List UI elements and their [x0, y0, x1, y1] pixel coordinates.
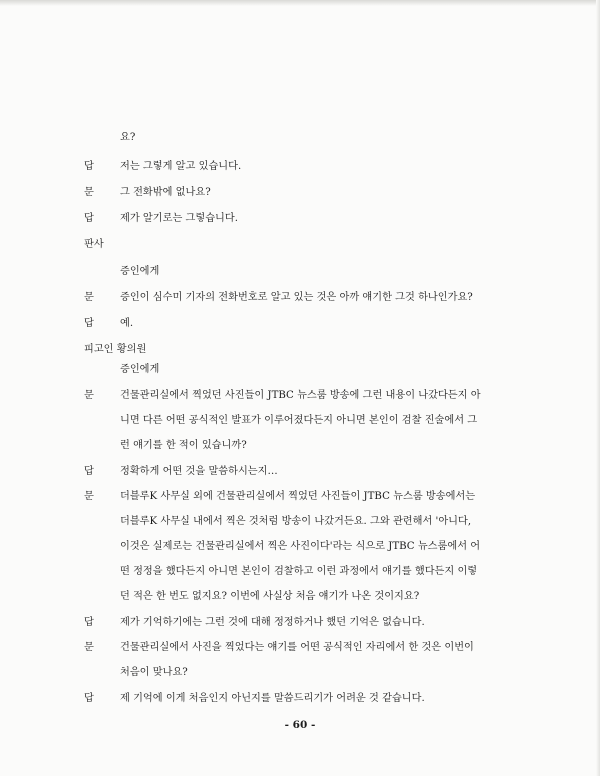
speaker-label: 답: [84, 213, 94, 224]
line-text: 예.: [120, 318, 134, 329]
speaker-label: 피고인 황의원: [84, 344, 147, 355]
line-text: 저는 그렇게 알고 있습니다.: [120, 161, 242, 172]
speaker-label: 답: [84, 318, 94, 329]
line-text: 런 얘기를 한 적이 있습니까?: [120, 440, 247, 451]
line-text: 던 적은 한 번도 없지요? 이번에 사실상 처음 얘기가 나온 것이지요?: [120, 591, 420, 602]
page-number: - 60 -: [284, 719, 316, 731]
line-text: 떤 정정을 했다든지 아니면 본인이 검찰하고 이런 과정에서 얘기를 했다든지 이렇: [120, 566, 478, 577]
line-text: 요?: [120, 132, 136, 143]
line-text: 제 기억에 이게 처음인지 아닌지를 말씀드리기가 어려운 것 같습니다.: [120, 693, 425, 704]
speaker-label: 답: [84, 161, 94, 172]
line-text: 정확하게 어떤 것을 말씀하시는지…: [120, 466, 278, 477]
line-text: 이것은 실제로는 건물관리실에서 찍은 사진이다'라는 식으로 JTBC 뉴스룸에서 어: [120, 541, 481, 552]
line-text: 제가 기억하기에는 그런 것에 대해 정정하거나 했던 기억은 없습니다.: [120, 617, 425, 628]
scan-shadow-right: [596, 0, 600, 776]
speaker-label: 문: [84, 292, 94, 303]
line-text: 증인에게: [120, 266, 160, 277]
speaker-label: 문: [84, 390, 94, 401]
speaker-label: 답: [84, 617, 94, 628]
speaker-label: 문: [84, 642, 94, 653]
line-text: 더블루K 사무실 내에서 찍은 것처럼 방송이 나갔거든요. 그와 관련해서 '아니다,: [120, 516, 472, 527]
line-text: 제가 알기로는 그렇습니다.: [120, 213, 238, 224]
line-text: 증인에게: [120, 364, 160, 375]
line-text: 더블루K 사무실 외에 건물관리실에서 찍었던 사진들이 JTBC 뉴스룸 방송에서는: [120, 491, 476, 502]
speaker-label: 문: [84, 491, 94, 502]
line-text: 건물관리실에서 찍었던 사진들이 JTBC 뉴스룸 방송에 그런 내용이 나갔다든지 아: [120, 390, 481, 401]
line-text: 건물관리실에서 사진을 찍었다는 얘기를 어떤 공식적인 자리에서 한 것은 이번이: [120, 642, 474, 653]
scan-shadow-top: [0, 0, 600, 6]
speaker-label: 답: [84, 693, 94, 704]
line-text: 그 전화밖에 없나요?: [120, 187, 211, 198]
line-text: 증인이 심수미 기자의 전화번호로 알고 있는 것은 아까 얘기한 그것 하나인가요?: [120, 292, 473, 303]
speaker-label: 문: [84, 187, 94, 198]
speaker-label: 판사: [84, 239, 104, 250]
line-text: 니면 다른 어떤 공식적인 발표가 이루어졌다든지 아니면 본인이 검찰 진술에서 그: [120, 415, 478, 426]
line-text: 처음이 맞나요?: [120, 667, 188, 678]
speaker-label: 답: [84, 466, 94, 477]
